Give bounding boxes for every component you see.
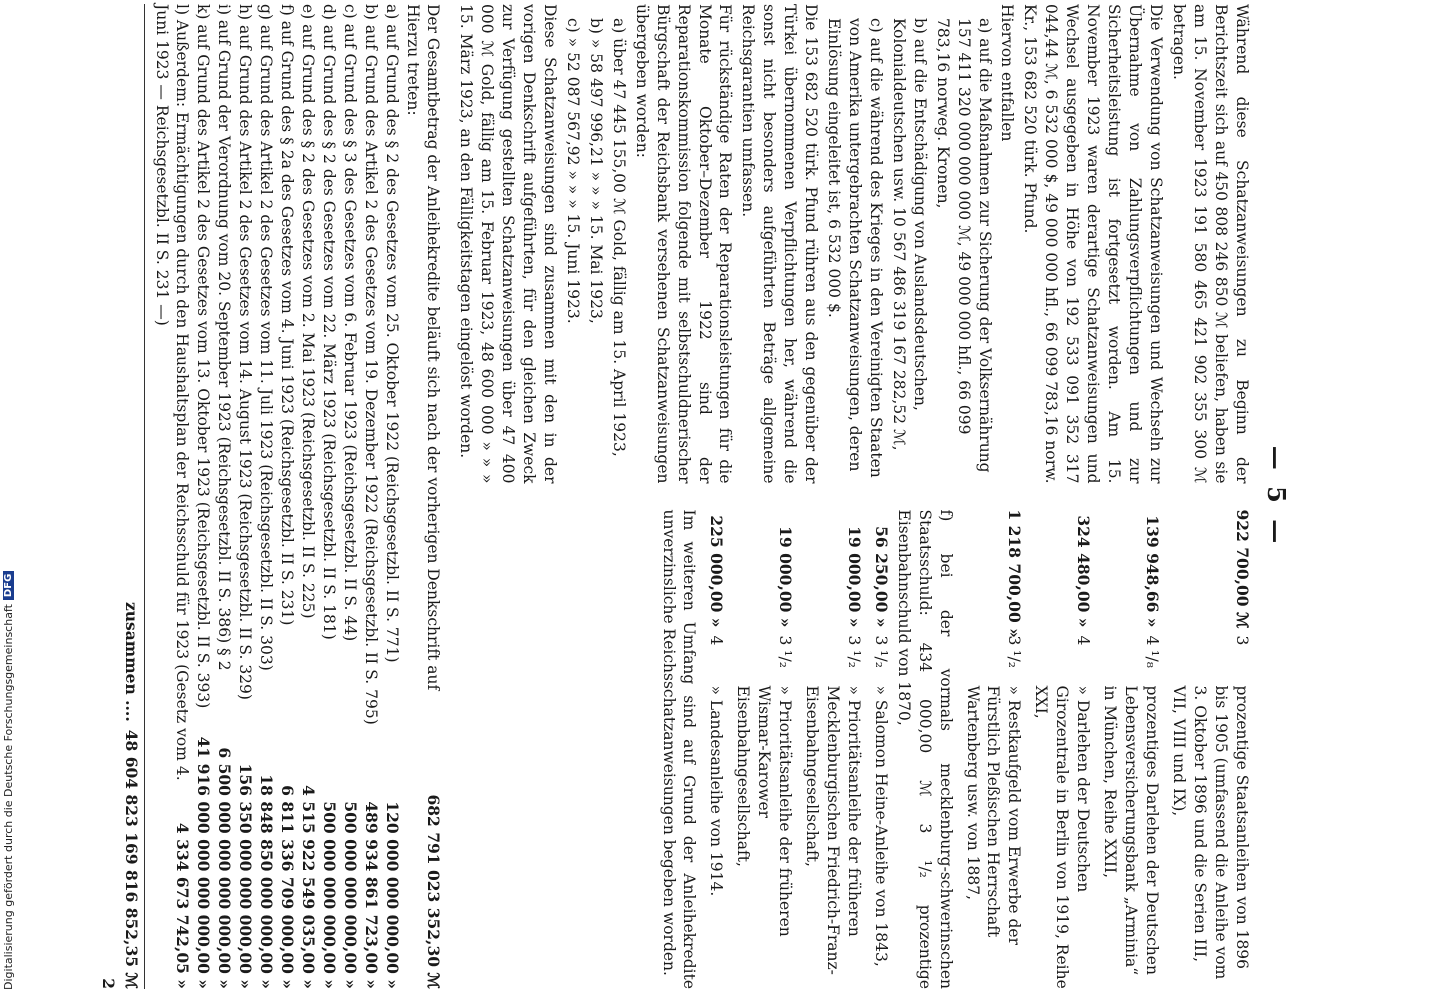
loan-description: » Salomon Heine-Anleihe von 1843,: [871, 685, 890, 967]
list-item: b) auf die Entschädigung von Auslandsdeutschen, Kolonialdeutschen usw. 10 567 486 319 167 282,52 ℳ,: [889, 18, 929, 451]
table-row: [318, 4, 339, 989]
left-column: [454, 4, 1252, 484]
loan-rate: 3 ¹/₂: [871, 635, 890, 668]
loan-amount: 56 250,00 »: [871, 526, 891, 628]
loan-row: [962, 510, 1025, 990]
page-number: — 5 —: [1262, 445, 1291, 548]
loan-description: » Restkaufgeld vom Erwerbe der Fürstlich Pleßischen Herrschaft Wartenberg usw. von 1887,: [963, 685, 1024, 946]
two-column-body: [454, 4, 1252, 989]
table-row: [381, 4, 402, 989]
sum-row: [120, 4, 145, 989]
loan-amount: 139 948,66 »: [1142, 515, 1162, 628]
loan-description: » Darlehen der Deutschen Girozentrale in Berlin von 1919, Reihe XXI,: [1032, 685, 1093, 989]
loan-row: [732, 510, 795, 990]
loan-rate: 3: [1232, 635, 1251, 646]
section-heading: f) bei der vormals mecklenburg-schwerinschen Staatsschuld: 434 000,00 ℳ 3 ¹/₂ prozentige Eisenbahnschuld von 1870,: [894, 509, 955, 989]
paragraph: Für rückständige Raten der Reparationsleistungen für die Monate Oktober–Dezember 1922 sind der Reparationskommission folgende mit selbstschuldnerischer Bürgschaft der Reichsbank versehenen Schatzanweisungen übergeben worden:: [632, 4, 735, 484]
row-label: d) auf Grund des § 2 des Gesetzes vom 22. März 1923 (Reichsgesetzbl. II S. 181): [319, 4, 338, 640]
loan-description: prozentiges Darlehen der Deutschen Lebensversicherungsbank „Arminia“ in München, Reihe XXII,: [1101, 685, 1161, 976]
paragraph: Im weiteren Umfang sind auf Grund der Anleihekredite unverzinsliche Reichsschatzanweisungen begeben worden.: [659, 509, 699, 989]
sheet-signature: 2: [98, 978, 118, 989]
table-row: [192, 4, 213, 989]
loan-rate: 4: [1074, 635, 1093, 646]
row-value: 500 000 000 000,00 »: [340, 801, 360, 989]
table-row: [276, 4, 297, 989]
loan-row: [1099, 510, 1162, 990]
row-value: 41 916 000 000 000 000,00 »: [194, 736, 214, 989]
loan-rate: 3 ¹/₂: [1005, 635, 1024, 668]
loan-row: [1030, 510, 1093, 990]
digitization-credit: [2, 571, 15, 990]
row-label: b) auf Grund des Artikel 2 des Gesetzes vom 19. Dezember 1922 (Reichsgesetzbl. II S. 795): [361, 4, 380, 725]
loan-rate: 4: [707, 635, 726, 646]
loan-row: [801, 510, 864, 990]
loan-row: [870, 510, 891, 990]
row-label: c) auf Grund des § 3 des Gesetzes vom 6. Februar 1923 (Reichsgesetzbl. II S. 44): [340, 4, 359, 642]
table-row: [297, 4, 318, 989]
loan-amount: 19 000,00 »: [844, 526, 864, 628]
row-label: e) auf Grund des § 2 des Gesetzes vom 2. Mai 1923 (Reichsgesetzbl. II S. 225): [298, 4, 317, 619]
sum-label: zusammen ....: [121, 601, 141, 722]
hierzu-label: Hierzu treten:: [403, 4, 422, 116]
paragraph: Die 153 682 520 türk. Pfund rühren aus den gegenüber der Türkei übernommenen Verpflichtungen her, während die sonst nicht besonders aufgeführten Beträge allgemeine Reichsgarantien umfassen.: [739, 4, 821, 484]
row-label: g) auf Grund des Artikel 2 des Gesetzes vom 11. Juli 1923 (Reichsgesetzbl. II S. 303): [257, 4, 276, 671]
row-value: 4 515 922 549 035,00 »: [298, 785, 318, 989]
rotated-content: [13, 4, 1298, 989]
totals-intro: Der Gesamtbetrag der Anleihekredite beläuft sich nach der vorherigen Denkschrift auf: [424, 4, 443, 691]
loan-rate: 3 ¹/₂: [776, 635, 795, 668]
table-row: [151, 4, 193, 989]
totals-section: [97, 4, 444, 989]
loan-row: [705, 510, 726, 990]
row-value: 6 500 000 000 000 000,00 »: [215, 747, 235, 989]
loan-description: » Landesanleihe von 1914.: [707, 685, 726, 897]
row-value: 500 000 000 000,00 »: [319, 801, 339, 989]
list-item: c) » 52 087 567,92 » » » 15. Juni 1923.: [564, 18, 583, 324]
table-row: [255, 4, 276, 989]
paragraph: Während diese Schatzanweisungen zu Beginn der Berichtszeit sich auf 450 808 246 850 ℳ beliefen, haben sie am 15. November 1923 191 580 465 421 902 355 300 ℳ betragen.: [1169, 4, 1251, 484]
table-row: [213, 4, 234, 989]
row-label: i) auf Grund der Verordnung vom 20. September 1923 (Reichsgesetzbl. II S. 386) § 2: [215, 4, 234, 671]
table-row: [360, 4, 381, 989]
loan-amount: 324 480,00 »: [1074, 515, 1094, 628]
totals-intro-value: 682 791 023 352,30 ℳ: [424, 794, 444, 989]
loan-amount: 19 000,00 »: [776, 526, 796, 628]
row-label: a) auf Grund des § 2 des Gesetzes vom 25. Oktober 1922 (Reichsgesetzbl. II S. 771): [382, 4, 401, 663]
row-value: 156 350 000 000 000,00 »: [236, 763, 256, 989]
totals-intro-row: [423, 4, 444, 989]
loan-row: [1168, 510, 1252, 990]
paragraph: Diese Schatzanweisungen sind zusammen mit den in der vorigen Denkschrift aufgeführten, für den gleichen Zweck zur Verfügung gestellten Schatzanweisungen über 47 400 000 ℳ Gold, fällig am 15. Februar 1923, 48 600 000 » » » 15. März 1923, an den Fälligkeitstagen eingelöst worden.: [457, 4, 560, 484]
list-item: c) auf die während des Krieges in den Vereinigten Staaten von Amerika untergebrachten Schatzanweisungen, deren Einlösung eingeleitet ist, 6 532 000 $.: [825, 18, 885, 478]
loan-rate: 4 ¹/₈: [1142, 635, 1161, 668]
list-item: a) über 47 445 155,00 ℳ Gold, fällig am 15. April 1923,: [609, 18, 628, 457]
list-item: a) auf die Maßnahmen zur Sicherung der Volksernährung 157 411 320 000 000 000 ℳ, 49 000 000 hfl., 66 099 783,16 norweg. Kronen,: [933, 18, 994, 473]
loan-description: » Prioritätsanleihe der früheren Mecklenburgischen Friedrich-Franz-Eisenbahngesellschaft,: [803, 685, 863, 975]
loan-description: prozentige Staatsanleihen von 1896 bis 1905 (umfassend die Anleihe vom 3. Oktober 1896 und die Serien III, VII, VIII und IX),: [1169, 685, 1251, 980]
loan-amount: 1 218 700,00 »: [1005, 509, 1025, 638]
row-value: 120 000 000 000,00 »: [382, 801, 402, 989]
dfg-logo: DFG: [3, 571, 14, 600]
row-value: 489 934 861 723,00 »: [361, 801, 381, 989]
row-label: h) auf Grund des Artikel 2 des Gesetzes vom 14. August 1923 (Reichsgesetzbl. II S. 329): [236, 4, 255, 700]
sum-value: 48 604 823 169 816 852,35 ℳ: [121, 729, 141, 989]
paragraph: Die Verwendung von Schatzanweisungen und Wechseln zur Übernahme von Zahlungsverpflichtungen und zur Sicherheitsleistung ist fortgesetzt worden. Am 15. November 1923 waren derartige Schatzanweisungen und Wechsel ausgegeben in Höhe von 192 533 091 352 317 044,44 ℳ, 6 532 000 $, 49 000 000 hfl., 66 099 783,16 norw. Kr., 153 682 520 türk. Pfund.: [1021, 4, 1165, 484]
row-label: l) Außerdem: Ermächtigungen durch den Haushaltsplan der Reichsschuld für 1923 (Gesetz vom 4. Juni 1923 — Reichsgesetzbl. II S. 231 —): [152, 4, 192, 781]
row-value: 6 811 336 709 000,00 »: [278, 785, 298, 989]
row-label: k) auf Grund des Artikel 2 des Gesetzes vom 13. Oktober 1923 (Reichsgesetzbl. II S. 393): [194, 4, 213, 709]
loan-amount: 922 700,00 ℳ: [1232, 509, 1252, 629]
table-row: [339, 4, 360, 989]
row-value: 4 334 673 742,05 »: [173, 822, 193, 989]
row-label: f) auf Grund des § 2a des Gesetzes vom 4. Juni 1923 (Reichsgesetzbl. II S. 231): [278, 4, 297, 626]
row-value: 18 848 850 000 000,00 »: [257, 774, 277, 989]
table-row: [234, 4, 255, 989]
loan-amount: 225 000,00 »: [707, 515, 727, 628]
right-column: [454, 510, 1252, 990]
loan-description: » Prioritätsanleihe der früheren Wismar-Karower Eisenbahngesellschaft,: [734, 685, 795, 937]
list-item: b) » 58 497 996,21 » » » 15. Mai 1923,: [586, 18, 605, 324]
loan-rate: 3 ¹/₂: [844, 635, 863, 668]
paragraph: Hiervon entfallen: [998, 4, 1017, 142]
credit-text: Digitalisierung gefördert durch die Deutsche Forschungsgemeinschaft: [2, 604, 15, 990]
